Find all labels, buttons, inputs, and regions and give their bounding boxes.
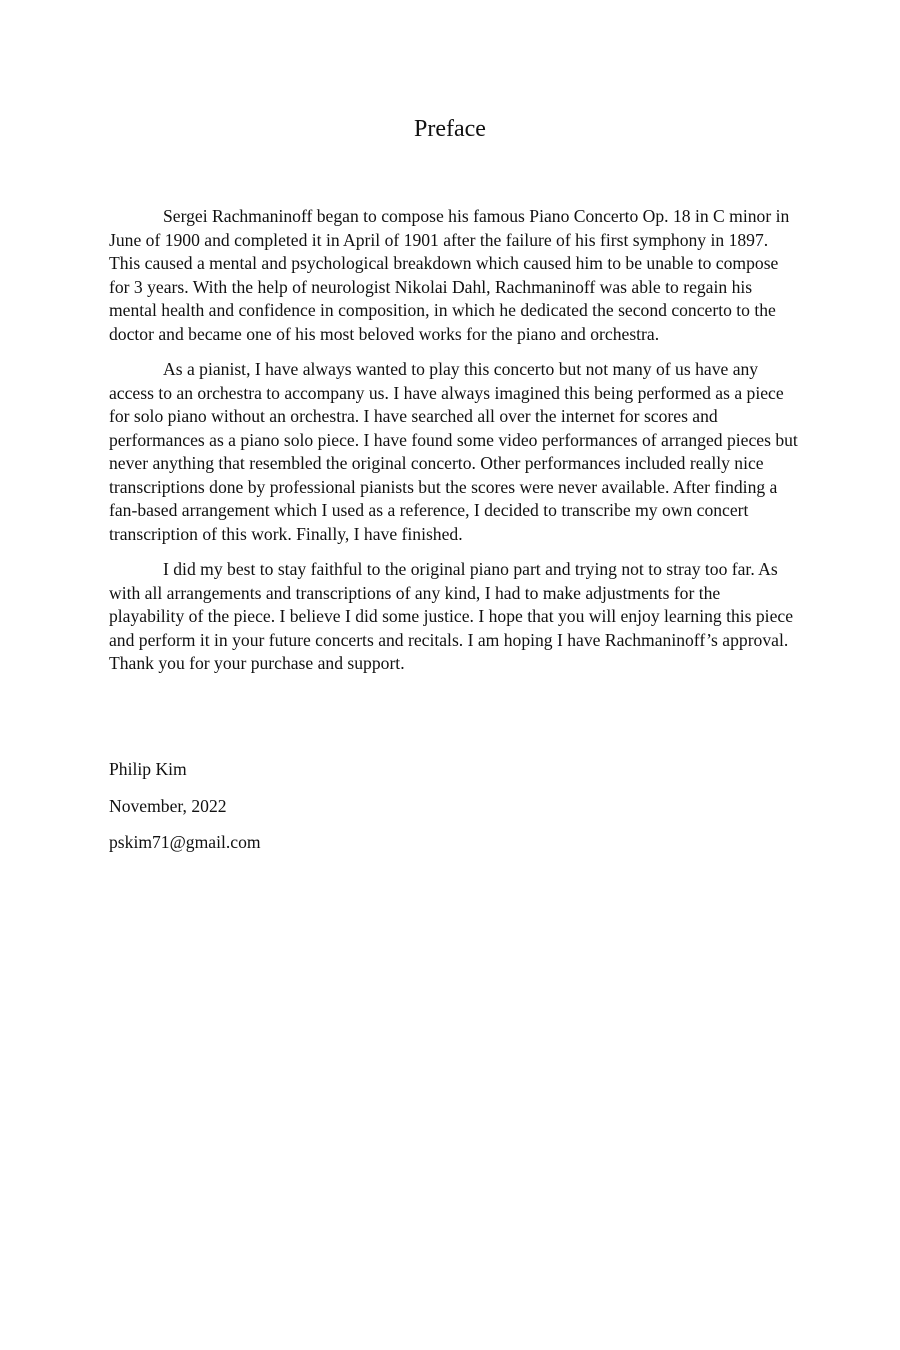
author-name: Philip Kim — [109, 759, 187, 779]
author-email: pskim71@gmail.com — [109, 832, 261, 852]
paragraph-1: Sergei Rachmaninoff began to compose his famous Piano Concerto Op. 18 in C minor in June of 1900 and completed it in April of 1901 after the failure of his first symphony in 1897. This caused a mental and psychological breakdown which caused him to be unable to compose for 3 years. With the help of neurologist Nikolai Dahl, Rachmaninoff was able to regain his mental health and confidence in composition, in which he dedicated the second concerto to the doctor and became one of his most beloved works for the piano and orchestra. — [109, 206, 790, 344]
paragraph-3: I did my best to stay faithful to the original piano part and trying not to stray too far. As with all arrangements and transcriptions of any kind, I had to make adjustments for the playability of the piece. I believe I did some justice. I hope that you will enjoy learning this piece and perform it in your future concerts and recitals. I am hoping I have Rachmaninoff’s approval. Thank you for your purchase and support. — [109, 559, 793, 673]
signature-block — [109, 758, 609, 868]
preface-body — [109, 205, 799, 688]
page-title: Preface — [414, 116, 486, 142]
paragraph-2: As a pianist, I have always wanted to play this concerto but not many of us have any access to an orchestra to accompany us. I have always imagined this being performed as a piece for solo piano without an orchestra. I have searched all over the internet for scores and performances as a piano solo piece. I have found some video performances of arranged pieces but never anything that resembled the original concerto. Other performances included really nice transcriptions done by professional pianists but the scores were never available. After finding a fan-based arrangement which I used as a reference, I decided to transcribe my own concert transcription of this work. Finally, I have finished. — [109, 359, 798, 544]
signature-date: November, 2022 — [109, 795, 227, 816]
